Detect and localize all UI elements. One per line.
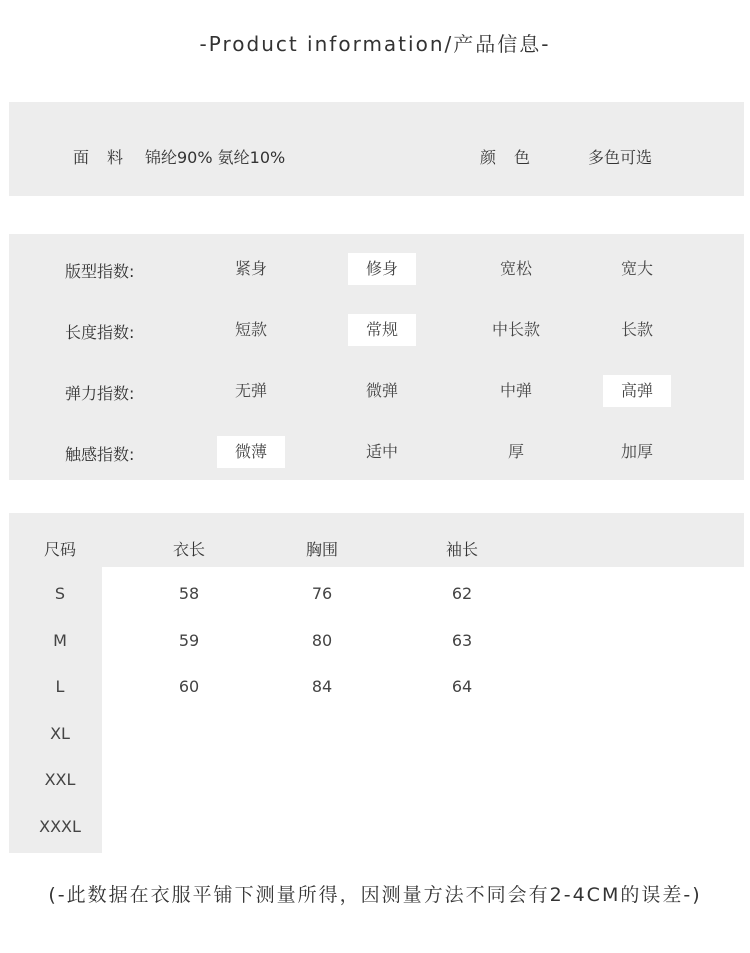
index-option: 长款 (620, 320, 653, 339)
index-option: 紧身 (234, 259, 267, 278)
size-label: XXL (44, 770, 76, 790)
size-value: 62 (451, 584, 473, 603)
index-option: 无弹 (234, 381, 267, 400)
index-option: 高弹 (603, 375, 671, 407)
index-option: 宽松 (499, 259, 532, 278)
size-value: 84 (311, 677, 333, 697)
fabric-value: 锦纶90% 氨纶10% (145, 148, 286, 167)
index-option: 微弹 (365, 381, 398, 400)
index-option: 宽大 (620, 259, 653, 278)
size-header-chest: 胸围 (305, 540, 339, 559)
size-value: 64 (451, 677, 473, 697)
size-label: XL (50, 723, 70, 743)
size-header-length: 衣长 (172, 540, 206, 559)
material-panel (9, 102, 744, 196)
index-option: 适中 (365, 442, 398, 461)
size-header-size: 尺码 (43, 540, 77, 559)
size-table-side (9, 567, 102, 853)
index-option: 加厚 (620, 442, 653, 461)
index-label: 长度指数: (65, 323, 135, 342)
index-option: 短款 (234, 320, 267, 339)
index-label: 弹力指数: (65, 384, 135, 403)
size-label: XXXL (39, 817, 81, 836)
index-row-feel (9, 436, 744, 468)
size-value: 76 (311, 584, 333, 603)
index-option: 微薄 (217, 436, 285, 468)
section-title: -Product information/产品信息- (199, 32, 551, 56)
index-option: 修身 (348, 253, 416, 285)
index-label: 版型指数: (65, 262, 135, 281)
index-row-length (9, 314, 744, 346)
index-option: 厚 (507, 442, 524, 461)
size-label: L (55, 677, 65, 697)
color-label: 颜色 (480, 148, 549, 167)
index-label: 触感指数: (65, 445, 135, 464)
index-option: 中长款 (491, 320, 540, 339)
size-label: M (53, 630, 67, 650)
index-option: 中弹 (499, 381, 532, 400)
size-value: 63 (451, 630, 473, 650)
index-row-fit (9, 253, 744, 285)
fabric-label: 面料 (73, 148, 142, 167)
index-option: 常规 (348, 314, 416, 346)
size-value: 58 (178, 584, 200, 603)
size-header-sleeve: 袖长 (445, 540, 479, 559)
color-value: 多色可选 (588, 148, 653, 167)
index-row-elasticity (9, 375, 744, 407)
measurement-note: (-此数据在衣服平铺下测量所得，因测量方法不同会有2-4CM的误差-) (48, 884, 702, 906)
size-value: 60 (178, 677, 200, 697)
size-table-header (9, 513, 744, 567)
fit-index-panel (9, 234, 744, 480)
size-value: 80 (311, 630, 333, 650)
size-label: S (54, 584, 66, 603)
size-value: 59 (178, 630, 200, 650)
